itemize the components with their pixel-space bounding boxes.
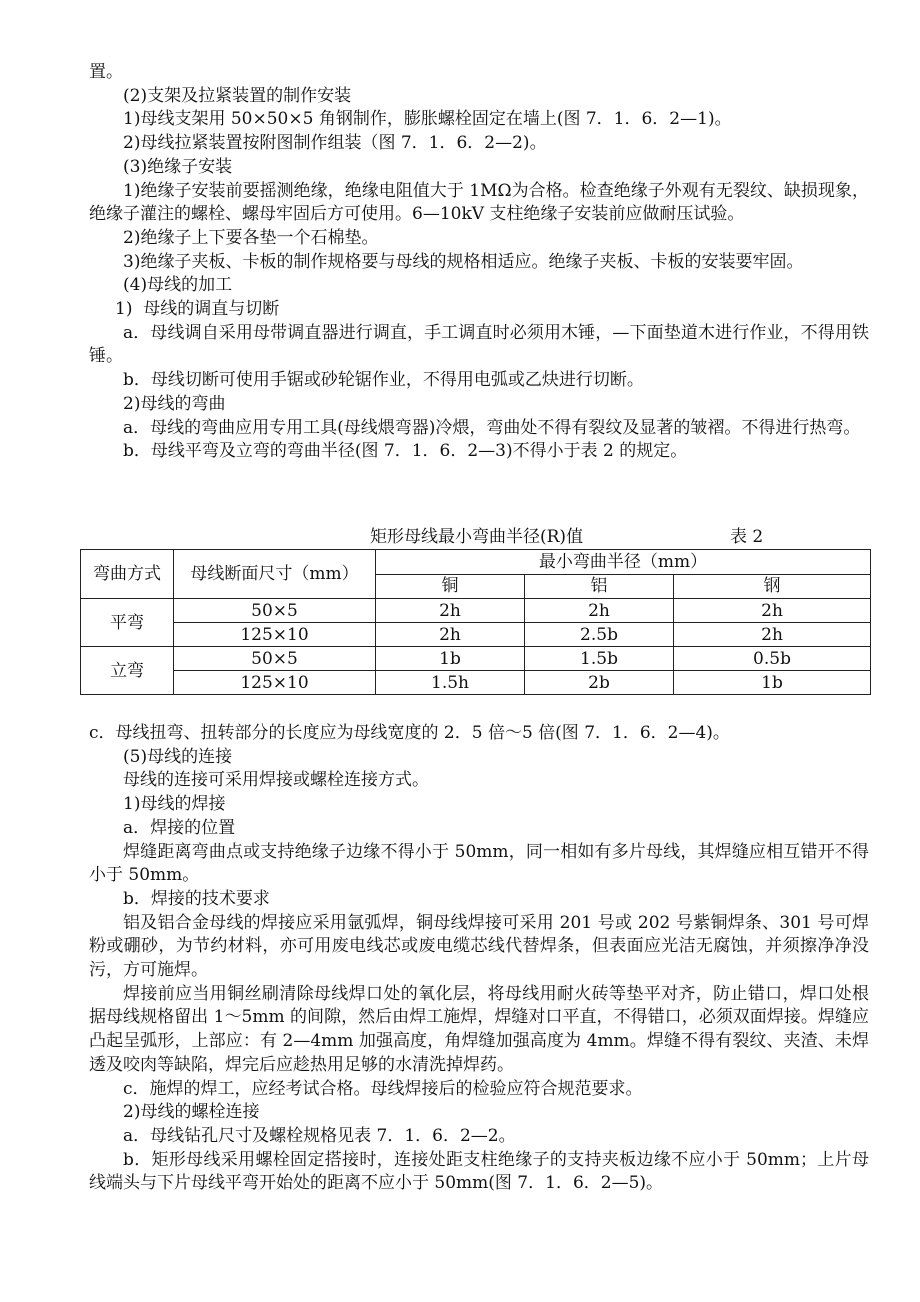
header-section-size: 母线断面尺寸（mm） bbox=[174, 550, 376, 599]
bend-method-flat: 平弯 bbox=[81, 599, 174, 647]
paragraph: 焊缝距离弯曲点或支持绝缘子边缘不得小于 50mm，同一相如有多片母线，其焊缝应相互错开不得小于 50mm。 bbox=[89, 841, 869, 886]
section-size-cell: 50×5 bbox=[174, 647, 376, 671]
table-row bbox=[81, 599, 871, 623]
section-size-cell: 50×5 bbox=[174, 599, 376, 623]
radius-cell: 1b bbox=[674, 671, 871, 695]
paragraph: b．焊接的技术要求 bbox=[123, 888, 270, 909]
section-size-cell: 125×10 bbox=[174, 623, 376, 647]
paragraph: 置。 bbox=[89, 62, 123, 82]
radius-cell: 1.5h bbox=[376, 671, 525, 695]
paragraph: a．母线的弯曲应用专用工具(母线煨弯器)冷煨，弯曲处不得有裂纹及显著的皱褶。不得进行热弯。 bbox=[123, 417, 861, 438]
table-row bbox=[81, 671, 871, 695]
table-row bbox=[81, 623, 871, 647]
paragraph: (4)母线的加工 bbox=[123, 275, 233, 296]
radius-cell: 2h bbox=[376, 623, 525, 647]
radius-cell: 2b bbox=[525, 671, 674, 695]
header-material-aluminum: 铝 bbox=[525, 574, 674, 599]
radius-cell: 0.5b bbox=[674, 647, 871, 671]
table-row bbox=[81, 647, 871, 671]
radius-cell: 2.5b bbox=[525, 623, 674, 647]
paragraph: (2)支架及拉紧装置的制作安装 bbox=[123, 85, 352, 106]
table-title: 矩形母线最小弯曲半径(R)值 bbox=[370, 527, 584, 547]
radius-cell: 2h bbox=[674, 623, 871, 647]
radius-cell: 2h bbox=[376, 599, 525, 623]
table-caption bbox=[370, 525, 870, 549]
paragraph: 母线的连接可采用焊接或螺栓连接方式。 bbox=[123, 770, 429, 791]
paragraph: 1)绝缘子安装前要摇测绝缘，绝缘电阻值大于 1MΩ为合格。检查绝缘子外观有无裂纹、缺损现象，绝缘子灌注的螺栓、螺母牢固后方可使用。6—10kV 支柱绝缘子安装前应做耐压试验。 bbox=[89, 180, 869, 225]
paragraph: b．矩形母线采用螺栓固定搭接时，连接处距支柱绝缘子的支持夹板边缘不应小于 50mm；上片母线端头与下片母线平弯开始处的距离不应小于 50mm(图 7．1．6．2—5)。 bbox=[89, 1149, 869, 1194]
paragraph: a．母线调自采用母带调直器进行调直，手工调直时必须用木锤，—下面垫道木进行作业，不得用铁锤。 bbox=[89, 322, 869, 367]
paragraph: 2)母线的螺栓连接 bbox=[123, 1102, 260, 1123]
top-text-section bbox=[89, 61, 869, 464]
paragraph: a．焊接的位置 bbox=[123, 817, 236, 838]
paragraph: 1)母线的焊接 bbox=[123, 794, 226, 815]
paragraph: 1)母线支架用 50×50×5 角钢制作，膨胀螺栓固定在墙上(图 7．1．6．2—1)。 bbox=[123, 109, 732, 130]
radius-cell: 2h bbox=[674, 599, 871, 623]
header-min-radius: 最小弯曲半径（mm） bbox=[376, 550, 871, 575]
paragraph: c．施焊的焊工，应经考试合格。母线焊接后的检验应符合规范要求。 bbox=[123, 1078, 643, 1099]
paragraph: (5)母线的连接 bbox=[123, 746, 233, 767]
paragraph: 3)绝缘子夹板、卡板的制作规格要与母线的规格相适应。绝缘子夹板、卡板的安装要牢固。 bbox=[123, 251, 804, 272]
header-material-steel: 钢 bbox=[674, 574, 871, 599]
table-number: 表 2 bbox=[730, 527, 764, 547]
bend-method-vertical: 立弯 bbox=[81, 647, 174, 695]
paragraph: b．母线切断可使用手锯或砂轮锯作业，不得用电弧或乙炔进行切断。 bbox=[123, 370, 644, 391]
radius-cell: 2h bbox=[525, 599, 674, 623]
radius-cell: 1.5b bbox=[525, 647, 674, 671]
section-size-cell: 125×10 bbox=[174, 671, 376, 695]
paragraph: 焊接前应当用铜丝刷清除母线焊口处的氧化层，将母线用耐火砖等垫平对齐，防止错口，焊口处根据母线规格留出 1～5mm 的间隙，然后由焊工施焊，焊缝对口平直，不得错口，必须双面焊接。焊缝应凸起呈弧形，上部应：有 2—4mm 加强高度，角焊缝加强高度为 4mm。焊缝不得有裂纹、夹渣、未焊透及咬肉等缺陷，焊完后应趁热用足够的水清洗掉焊药。 bbox=[89, 983, 869, 1075]
paragraph: 2)绝缘子上下要各垫一个石棉垫。 bbox=[123, 227, 379, 248]
paragraph: (3)绝缘子安装 bbox=[123, 156, 233, 177]
bending-radius-table bbox=[80, 549, 871, 695]
paragraph: 铝及铝合金母线的焊接应采用氩弧焊，铜母线焊接可采用 201 号或 202 号紫铜焊条、301 号可焊粉或硼砂，为节约材料，亦可用废电线芯或废电缆芯线代替焊条，但表面应光洁无腐蚀，并须擦净净没污，方可施焊。 bbox=[89, 912, 869, 981]
paragraph: c．母线扭弯、扭转部分的长度应为母线宽度的 2．5 倍～5 倍(图 7．1．6．2—4)。 bbox=[89, 723, 730, 743]
bottom-text-section bbox=[89, 722, 869, 1196]
header-material-copper: 铜 bbox=[376, 574, 525, 599]
header-bend-method: 弯曲方式 bbox=[81, 550, 174, 599]
paragraph: 2)母线的弯曲 bbox=[123, 393, 226, 414]
paragraph: 1) 母线的调直与切断 bbox=[115, 299, 280, 320]
paragraph: b．母线平弯及立弯的弯曲半径(图 7．1．6．2—3)不得小于表 2 的规定。 bbox=[123, 441, 688, 462]
radius-cell: 1b bbox=[376, 647, 525, 671]
paragraph: a．母线钻孔尺寸及螺栓规格见表 7．1．6．2—2。 bbox=[123, 1125, 516, 1146]
paragraph: 2)母线拉紧装置按附图制作组装（图 7．1．6．2—2)。 bbox=[123, 133, 547, 154]
